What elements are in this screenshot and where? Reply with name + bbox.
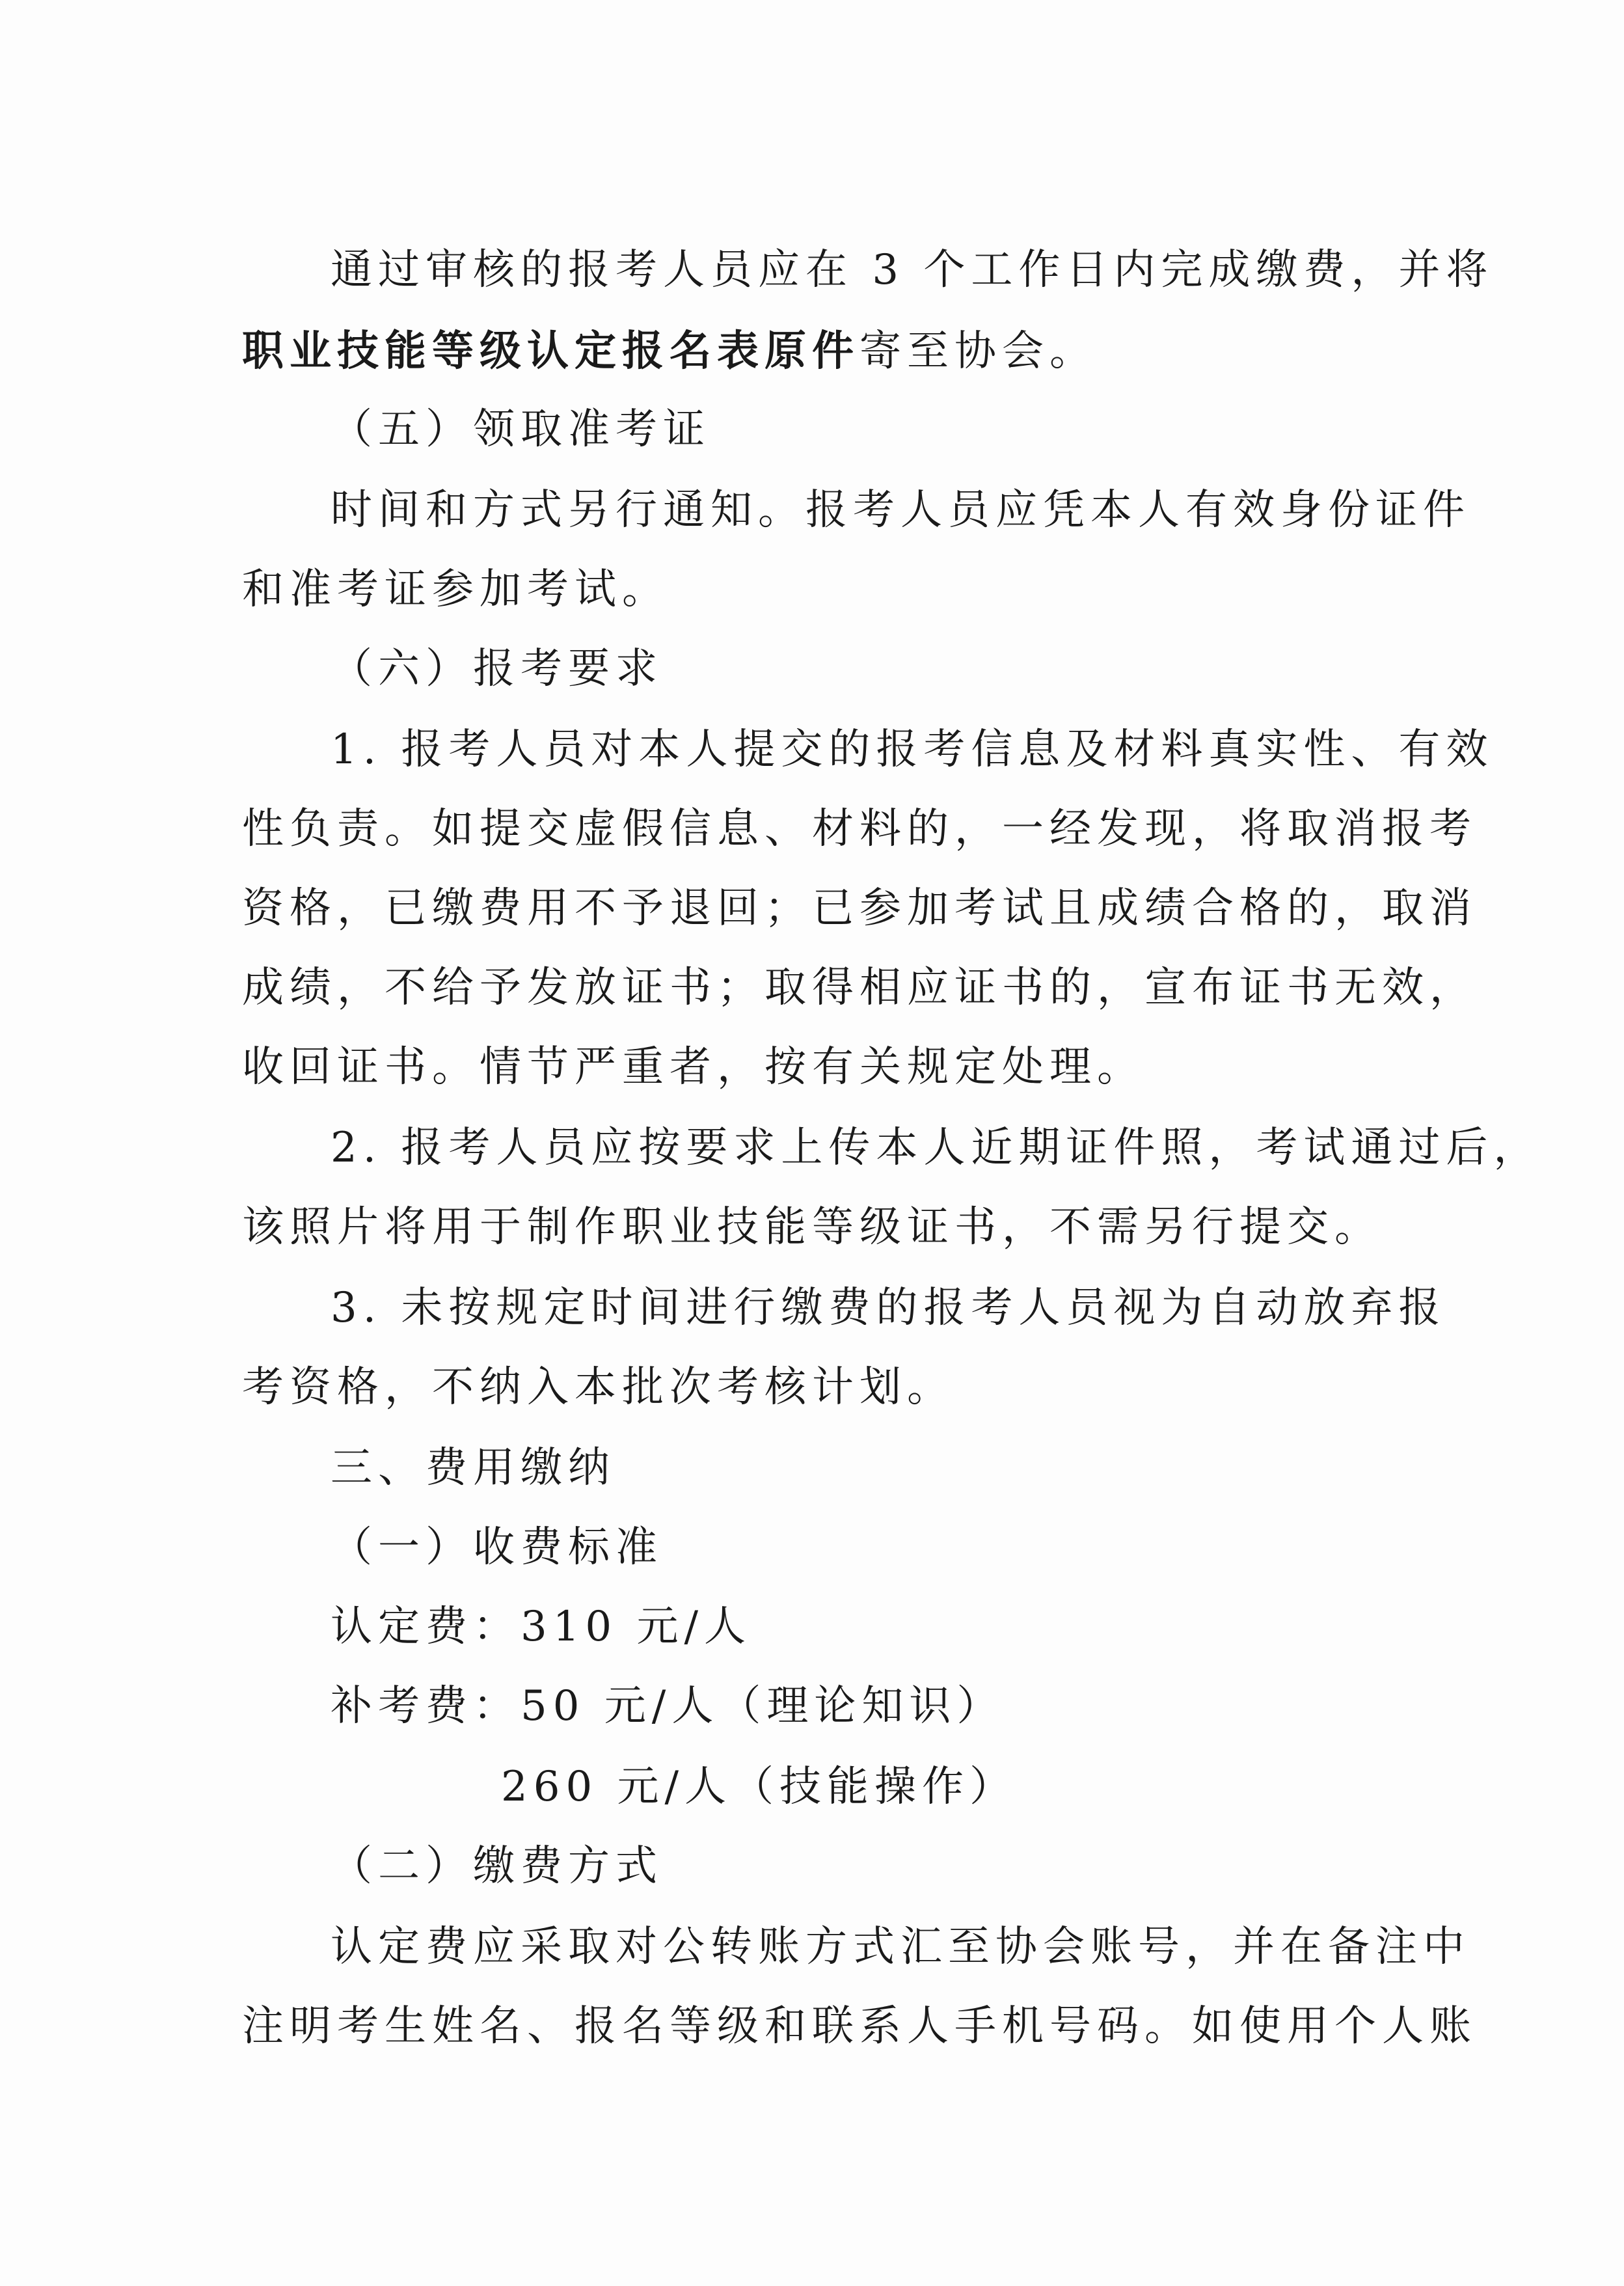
text-segment: 通过审核的报考人员应在 3 个工作日内完成缴费，并将 — [331, 246, 1494, 294]
paragraph-line — [331, 1914, 1489, 1980]
bold-text-segment: 职业技能等级认定报名表原件 — [242, 327, 859, 375]
section-heading — [331, 1436, 1489, 1501]
text-segment: （一）收费标准 — [331, 1523, 663, 1572]
fee-line — [501, 1754, 1624, 1819]
paragraph-line — [242, 319, 1400, 384]
text-segment: 性负责。如提交虚假信息、材料的，一经发现，将取消报考 — [242, 805, 1477, 853]
text-segment: 收回证书。情节严重者，按有关规定处理。 — [242, 1043, 1144, 1091]
paragraph-line — [242, 1195, 1400, 1260]
paragraph-line — [331, 238, 1494, 303]
text-segment: 1. 报考人员对本人提交的报考信息及材料真实性、有效 — [331, 726, 1494, 774]
fee-line — [331, 1594, 1489, 1659]
text-segment: 260 元/人（技能操作） — [501, 1763, 1018, 1811]
paragraph-line — [331, 1115, 1541, 1180]
paragraph-line — [242, 1994, 1477, 2059]
text-segment: 和准考证参加考试。 — [242, 565, 670, 614]
section-subheading — [331, 636, 1489, 701]
paragraph-line — [331, 478, 1489, 543]
paragraph-line — [331, 1275, 1489, 1340]
text-segment: 2. 报考人员应按要求上传本人近期证件照，考试通过后， — [331, 1124, 1541, 1172]
fee-line — [331, 1674, 1489, 1739]
text-segment: 认定费：310 元/人 — [331, 1603, 752, 1651]
text-segment: 三、费用缴纳 — [331, 1444, 616, 1492]
paragraph-line — [242, 796, 1477, 862]
paragraph-line — [242, 1035, 1400, 1100]
paragraph-line — [242, 955, 1477, 1020]
text-segment: 补考费：50 元/人（理论知识） — [331, 1682, 1005, 1730]
text-segment: 时间和方式另行通知。报考人员应凭本人有效身份证件 — [331, 486, 1470, 534]
text-segment: 考资格，不纳入本批次考核计划。 — [242, 1363, 954, 1411]
text-segment: （二）缴费方式 — [331, 1842, 663, 1890]
text-segment: 资格，已缴费用不予退回；已参加考试且成绩合格的，取消 — [242, 884, 1477, 932]
text-segment: 注明考生姓名、报名等级和联系人手机号码。如使用个人账 — [242, 2002, 1477, 2050]
paragraph-line — [242, 1355, 1400, 1420]
text-segment: 成绩，不给予发放证书；取得相应证书的，宣布证书无效， — [242, 964, 1477, 1012]
section-subheading — [331, 1834, 1489, 1899]
paragraph-line — [331, 717, 1494, 782]
text-segment: （五）领取准考证 — [331, 405, 710, 454]
paragraph-line — [242, 557, 1400, 622]
text-segment: 3. 未按规定时间进行缴费的报考人员视为自动放弃报 — [331, 1284, 1446, 1332]
text-segment: 寄至协会。 — [859, 327, 1097, 375]
section-subheading — [331, 397, 1489, 462]
paragraph-line — [242, 876, 1477, 941]
text-segment: （六）报考要求 — [331, 645, 663, 693]
text-segment: 该照片将用于制作职业技能等级证书，不需另行提交。 — [242, 1203, 1382, 1251]
text-segment: 认定费应采取对公转账方式汇至协会账号，并在备注中 — [331, 1923, 1470, 1971]
section-subheading — [331, 1515, 1489, 1580]
